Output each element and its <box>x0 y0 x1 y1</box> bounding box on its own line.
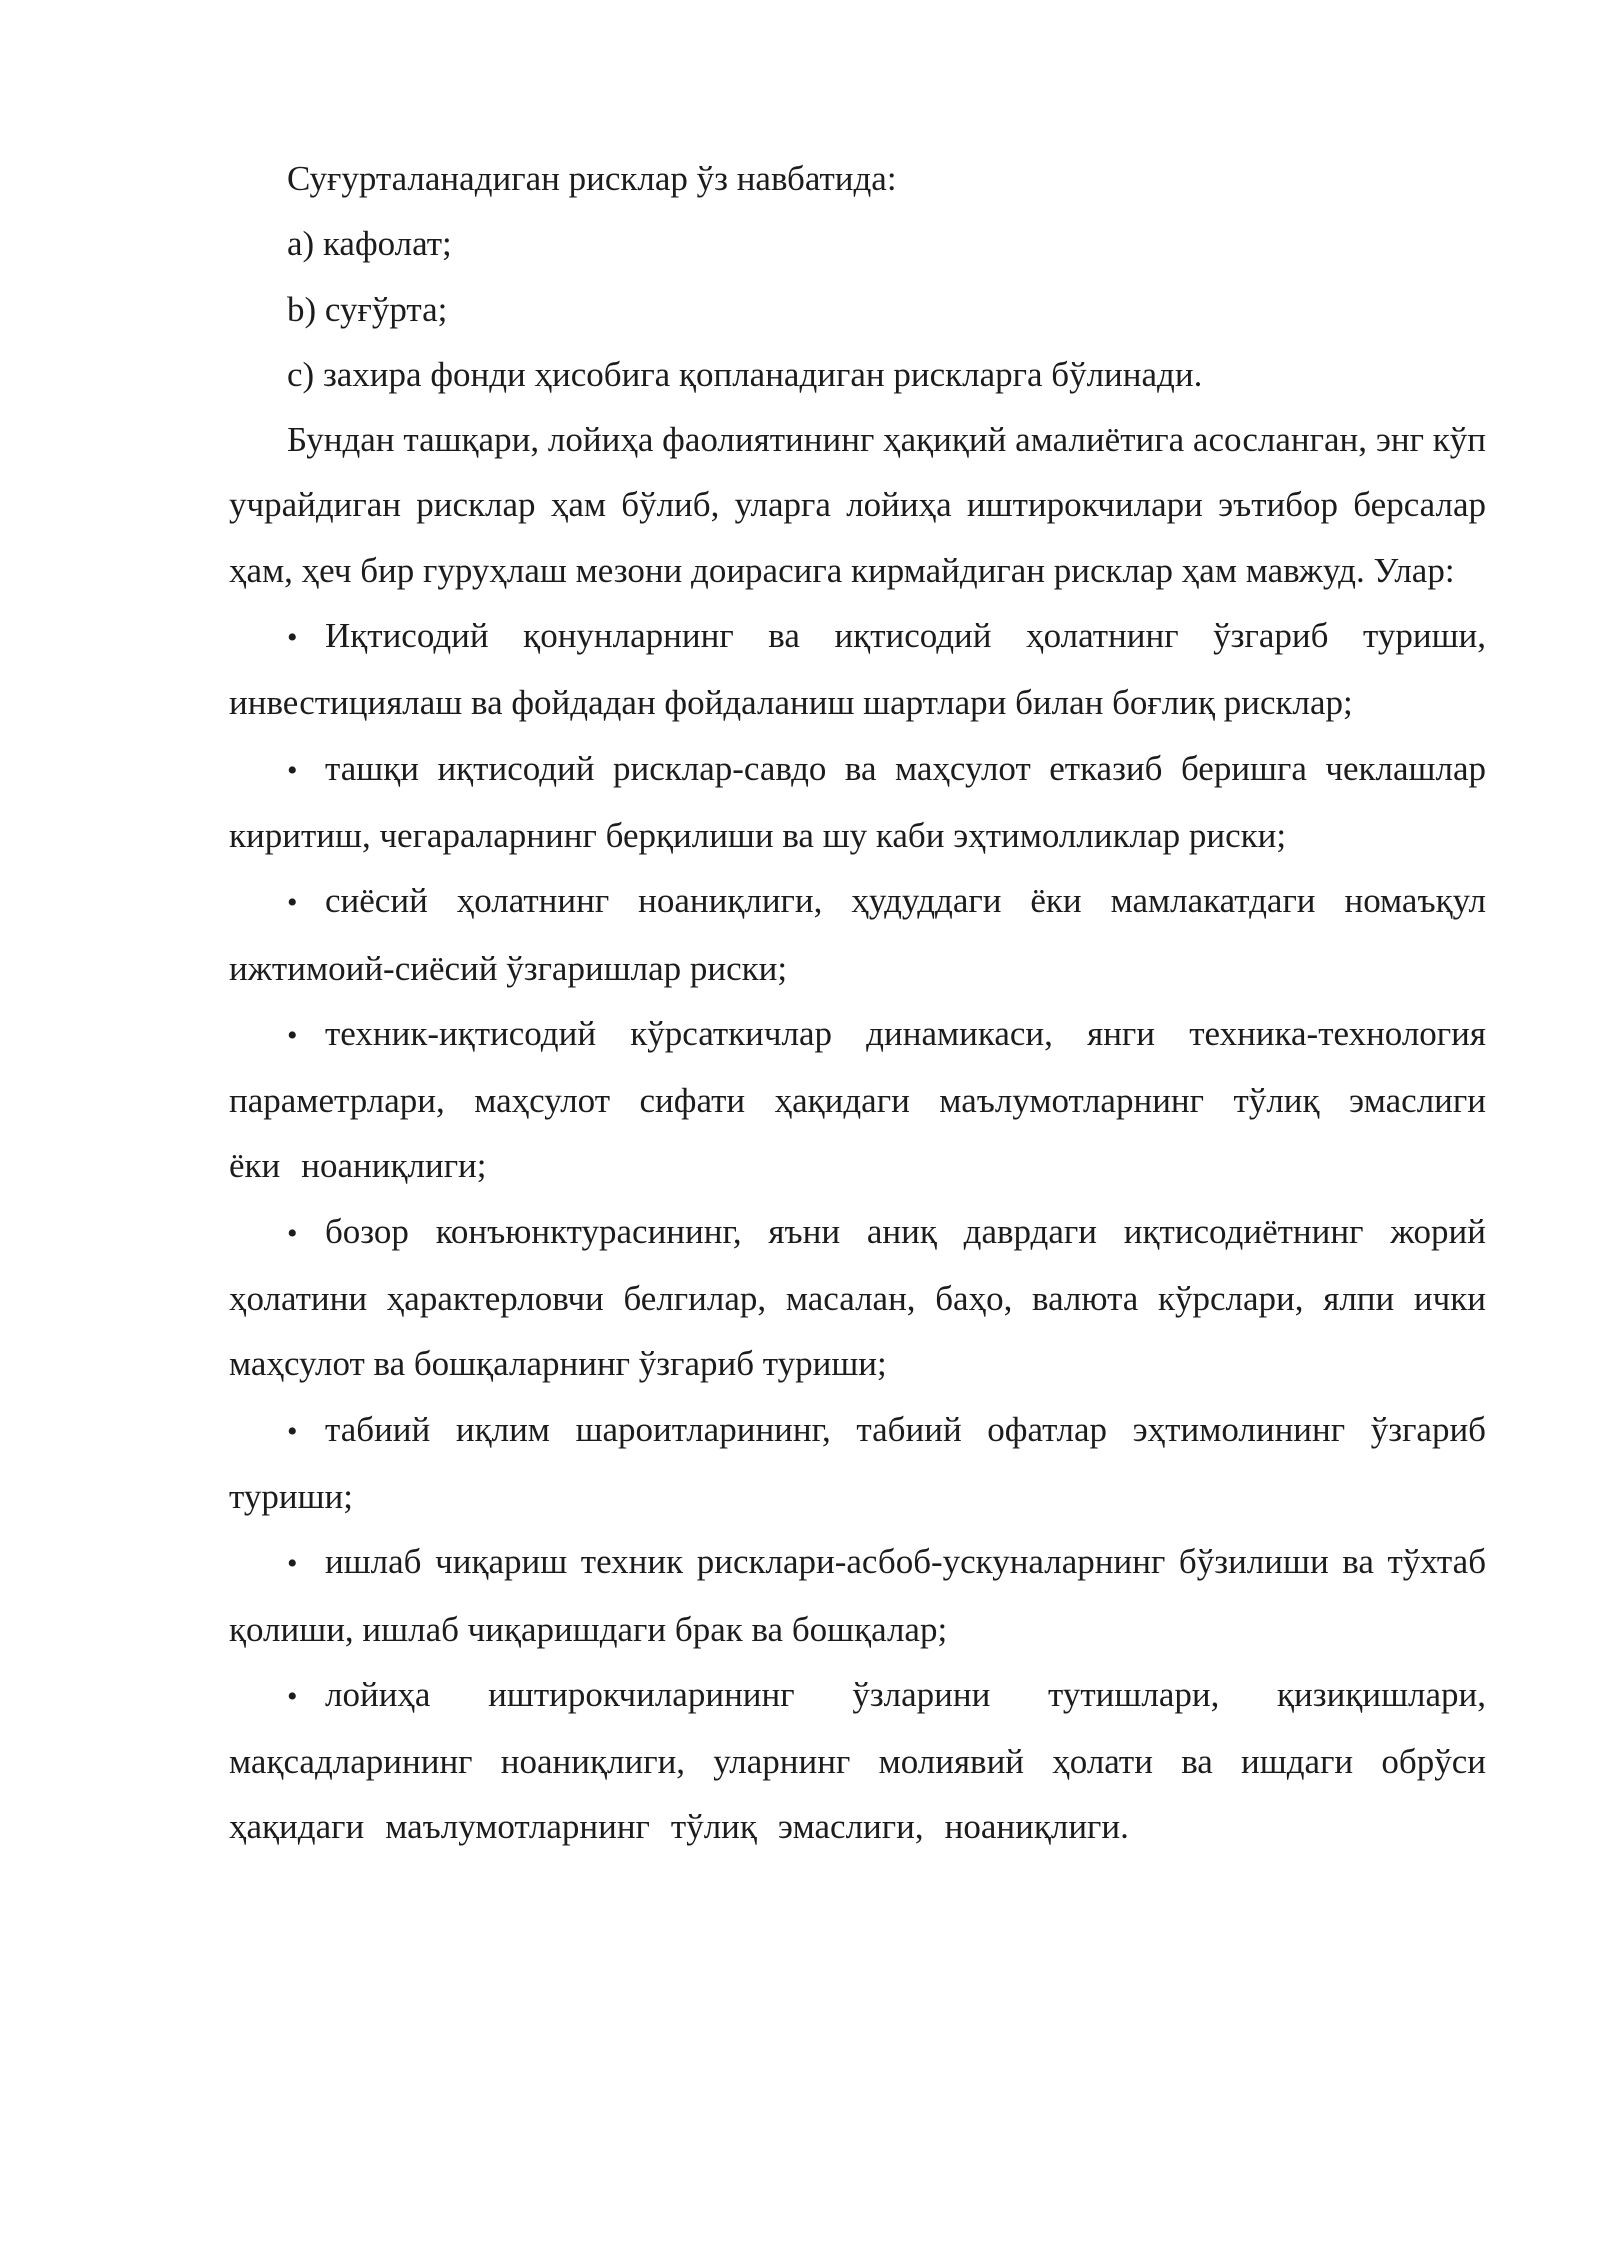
bullet-item <box>229 1529 1486 1662</box>
intro-line: Суғурталанадиган рисклар ўз навбатида: <box>287 159 897 198</box>
document-body <box>229 146 1486 1860</box>
bullet-icon: • <box>287 1547 298 1581</box>
bullet-item <box>229 868 1486 1001</box>
list-item-c: c) захира фонди ҳисобига қопланадиган рискларга бўлинади. <box>287 354 1203 394</box>
bullet-text: Иқтисодий қонунларнинг ва иқтисодий ҳолатнинг ўзгариб туриши, инвестициялаш ва фойдадан фойдаланиш шартлари билан боғлиқ рисклар; <box>229 616 1486 723</box>
bullet-text: бозор конъюнктурасининг, яъни аниқ даврдаги иқтисодиётнинг жорий ҳолатини ҳарактерловчи белгилар, масалан, баҳо, валюта кўрслари, ялпи ички маҳсулот ва бошқаларнинг ўзгариб туриши; <box>229 1211 1486 1384</box>
bullet-item <box>229 736 1486 869</box>
bullet-item <box>229 1662 1486 1860</box>
list-item-a: a) кафолат; <box>287 224 452 264</box>
bullet-icon: • <box>287 1216 298 1250</box>
bullet-list <box>229 603 1486 1860</box>
bullet-icon: • <box>287 1414 298 1448</box>
bullet-item <box>229 1397 1486 1530</box>
list-item-b: b) суғўрта; <box>287 289 448 329</box>
bullet-text: лойиҳа иштирокчиларининг ўзларини тутишлари, қизиқишлари, мақсадларининг ноаниқлиги, уларнинг молиявий ҳолати ва ишдаги обрўси ҳақидаги маълумотларнинг тўлиқ эмаслиги, ноаниқлиги. <box>229 1674 1486 1847</box>
bullet-icon: • <box>287 886 298 920</box>
bullet-icon: • <box>287 1679 298 1713</box>
bullet-text: табиий иқлим шароитларининг, табиий офатлар эҳтимолининг ўзгариб туриши; <box>229 1409 1486 1516</box>
bullet-item <box>229 603 1486 736</box>
bullet-text: ташқи иқтисодий рисклар-савдо ва маҳсулот етказиб беришга чеклашлар киритиш, чегараларнинг берқилиши ва шу каби эҳтимолликлар риски; <box>229 748 1486 855</box>
bullet-icon: • <box>287 1018 298 1052</box>
bullet-icon: • <box>287 621 298 655</box>
bullet-text: сиёсий ҳолатнинг ноаниқлиги, ҳудуддаги ёки мамлакатдаги номаъқул ижтимоий-сиёсий ўзгаришлар риски; <box>229 881 1486 988</box>
bullet-icon: • <box>287 753 298 787</box>
bullet-item <box>229 1199 1486 1397</box>
bullet-text: ишлаб чиқариш техник рисклари-асбоб-ускуналарнинг бўзилиши ва тўхтаб қолиши, ишлаб чиқаришдаги брак ва бошқалар; <box>229 1542 1486 1649</box>
main-paragraph: Бундан ташқари, лойиҳа фаолиятининг ҳақиқий амалиётига асосланган, энг кўп учрайдиган рисклар ҳам бўлиб, уларга лойиҳа иштирокчилари эътибор берсалар ҳам, ҳеч бир гуруҳлаш мезони доирасига кирмайдиган рисклар ҳам мавжуд. Улар: <box>229 420 1486 590</box>
bullet-text: техник-иқтисодий кўрсаткичлар динамикаси, янги техника-технология параметрлари, маҳсулот сифати ҳақидаги маълумотларнинг тўлиқ эмаслиги ёки ноаниқлиги; <box>229 1013 1486 1186</box>
bullet-item <box>229 1001 1486 1199</box>
